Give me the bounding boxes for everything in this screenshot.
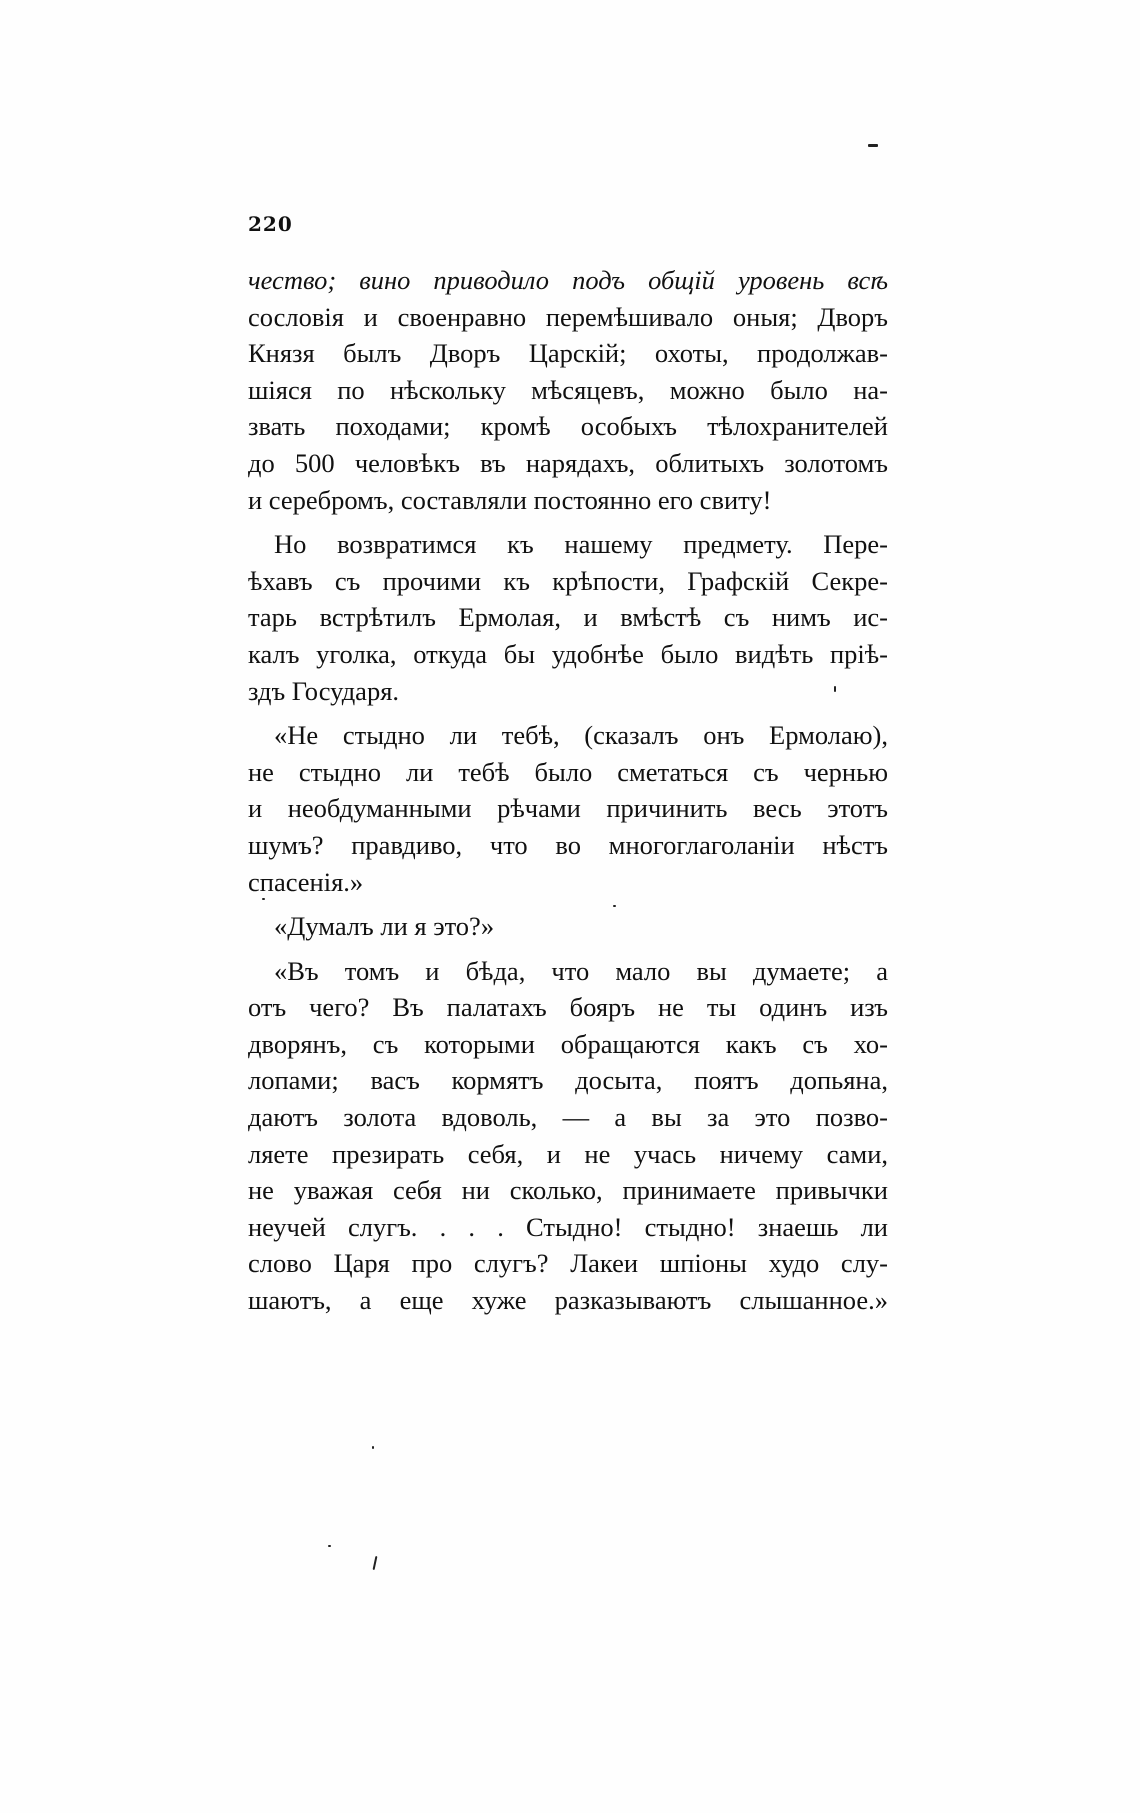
scan-speck (372, 1446, 374, 1449)
text-line: ѣхавъ съ прочими къ крѣпости, Графскій Секре- (248, 565, 888, 596)
text-line: шаютъ, а еще хуже разказываютъ слышанное.» (248, 1285, 888, 1316)
text-line: дворянъ, съ которыми обращаются какъ съ хо- (248, 1028, 888, 1059)
text-line: даютъ золота вдоволь, — а вы за это позво- (248, 1102, 888, 1133)
text-line: «Въ томъ и бѣда, что мало вы думаете; а (274, 955, 888, 986)
text-line: здъ Государя. (248, 675, 400, 706)
text-line: неучей слугъ. . . . Стыдно! стыдно! знаешь ли (248, 1211, 888, 1242)
text-line: калъ уголка, откуда бы удобнѣе было видѣть пріѣ- (248, 638, 888, 669)
text-line: не стыдно ли тебѣ было сметаться съ чернью (248, 756, 888, 787)
text-line: тарь встрѣтилъ Ермолая, и вмѣстѣ съ нимъ ис- (248, 602, 888, 633)
text-line: до 500 человѣкъ въ нарядахъ, облитыхъ золотомъ (248, 447, 888, 478)
text-line: ляете презирать себя, и не учась ничему сами, (248, 1138, 888, 1169)
paragraph-5 (248, 953, 888, 1319)
text-line: звать походами; кромѣ особыхъ тѣлохранителей (248, 411, 888, 442)
scan-speck (868, 144, 878, 147)
text-line: Но возвратимся къ нашему предмету. Пере- (274, 529, 888, 560)
text-line: «Не стыдно ли тебѣ, (сказалъ онъ Ермолаю), (274, 720, 888, 751)
text-line: и необдуманными рѣчами причинить весь этотъ (248, 793, 888, 824)
text-line: спасенія.» (248, 866, 364, 897)
page-number: 220 (248, 212, 293, 236)
text-line: шумъ? правдиво, что во многоглаголаніи нѣстъ (248, 829, 888, 860)
text-line: не уважая себя ни сколько, принимаете привычки (248, 1175, 888, 1206)
text-line-content: чество; вино приводило подъ общій уровень всѣ (248, 265, 888, 295)
text-line: сословія и своенравно перемѣшивало оныя; Дворъ (248, 301, 888, 332)
scan-speck (834, 686, 836, 692)
paragraph-2 (248, 526, 888, 709)
text-line: «Думалъ ли я это?» (274, 911, 495, 942)
scan-speck (613, 905, 616, 907)
paragraph-1 (248, 262, 888, 518)
scan-speck (373, 1556, 378, 1570)
paragraph-3 (248, 717, 888, 900)
text-line: Князя былъ Дворъ Царскій; охоты, продолжав- (248, 338, 888, 369)
text-line: лопами; васъ кормятъ досыта, поятъ допьяна, (248, 1065, 888, 1096)
text-line: отъ чего? Въ палатахъ бояръ не ты одинъ изъ (248, 992, 888, 1023)
scan-speck (328, 1545, 331, 1547)
text-line (248, 262, 888, 299)
paragraph-4 (248, 908, 888, 945)
text-line: слово Царя про слугъ? Лакеи шпіоны худо слу- (248, 1248, 888, 1279)
page-body-text (248, 262, 888, 1327)
scan-speck (262, 898, 265, 900)
text-line: и серебромъ, составляли постоянно его свиту! (248, 484, 772, 515)
text-line: шіяся по нѣскольку мѣсяцевъ, можно было на- (248, 374, 888, 405)
